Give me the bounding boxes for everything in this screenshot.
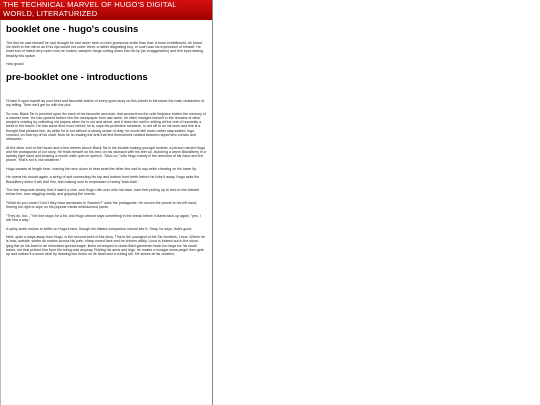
post-paragraph: How gross!: [6, 61, 24, 66]
post-paragraph: So now, Black Tar is perched upon the back of his favourite armchair, that across from the unlit fireplace invites the memory of a warmer time. He has opened before him the newspaper from last week- he often indulges himself in the remains of other people's reading by collecting old papers when he is out and about, and it does him well in setting all the rest of humanity a week in the future. He has some time more before he is, says his protective schedule, to set off to do his work and this is a thought that pleases him, as while he is not without a strong sense of duty, he would still much rather stay seated, legs crossed, on that top of his chair. Now he is reading the arts that find themselves nestled between superhero comics and obituaries.: [6, 111, 206, 142]
post-paragraph: Hugo pauses at length here, craning his neck down to hear what the other line had to say while chewing on his lower lip.: [6, 166, 197, 171]
post-paragraph: At the other end of the house and a few meters above Black Tar is his trouble-making younger brother, a person named Hugo and the protagonist of our story. He finds himself on his bed, on his stomach with his feet up, clutching a warm BlackBerry in a sweaty right hand and bearing a mouth wide open in speech. "Muh-no," lulls Hugo noisily in the direction of his hand and the phone, "that's not it, but whatever.": [6, 145, 206, 163]
site-title-link[interactable]: THE TECHNICAL MARVEL OF HUGO'S DIGITAL WORLD, LITERATURIZED: [3, 0, 177, 18]
post: [6, 24, 206, 66]
column-divider: [212, 0, 213, 405]
post-paragraph: "They do, but..." the line stops for a bit, and Hugo almost says something in the break before it starts back up again, "yes, I will find a way.": [6, 213, 201, 223]
post-title[interactable]: pre-booklet one - introductions: [6, 72, 148, 84]
post-column: [6, 24, 206, 256]
post-paragraph: He opens his mouth again, a string of spit connecting his top and bottom front teeth before he licks it away. Hugo asks the BlackBerry when it will visit him, first making sure to emphasize a hearty 'blah-blah'.: [6, 175, 200, 184]
post-paragraph: "What do you mean? Don't they have aeroteaes in Sweden?" asks the protagonist. He moves the phone to his left hand, freeing his right to wipe on his popular media emblazoned pants.: [6, 201, 198, 210]
post-paragraph: The first he saw himself he had thought he had never seen a more gruesome smile than that. A bone exhibitionist, he bared his teeth to the mirror as if his lips would not cover them: a rather disgusting boy, or such was his impression of himself. He most sort of hated very much how he looked, vampiric fangs curling down into his lip (an exaggeration) and thin eyes staring beadily into space.: [6, 41, 204, 58]
left-divider: [0, 20, 1, 405]
post: [6, 72, 206, 256]
post-paragraph: I'll take it upon myself as your best and favourite author of every good story on this planet to introduce the main characters of my telling. Then we'll get on with the plot.: [6, 99, 205, 108]
post-paragraph: A spiny smile rushes to settle on Hugo's face, though his distant companion cannot see it. Okay, he says, that's good.: [6, 226, 193, 231]
site-header: [0, 0, 212, 20]
post-paragraph: Next, quite a ways away from Hugo, is the second-best of this story. This is the youngest of the Tar brothers, Linus. Where he is now, outside, winter air rushes across his pale, sharp-nosed face and he shivers wildly. Linus is indeed out in the snow, lying flat on his back in an immodest spread-eagle, limbs enveloped in down-filled garments much too large for his small frame, but that protect him from the biting cold anyway. Flailing his arms and legs, he makes a meager snow-angel then gets up and makes it a snow devil by drawing two horns on its head and a curling tail. He smiles at his creation.: [6, 235, 205, 257]
post-paragraph: The line responds clearly that it hasn't a clue, and Hugo rolls over onto his back, bare feet pulling up to rest on the blanket below him, toes wiggling madly, and gripping the sheets.: [6, 188, 200, 197]
post-title[interactable]: booklet one - hugo's cousins: [6, 24, 139, 35]
